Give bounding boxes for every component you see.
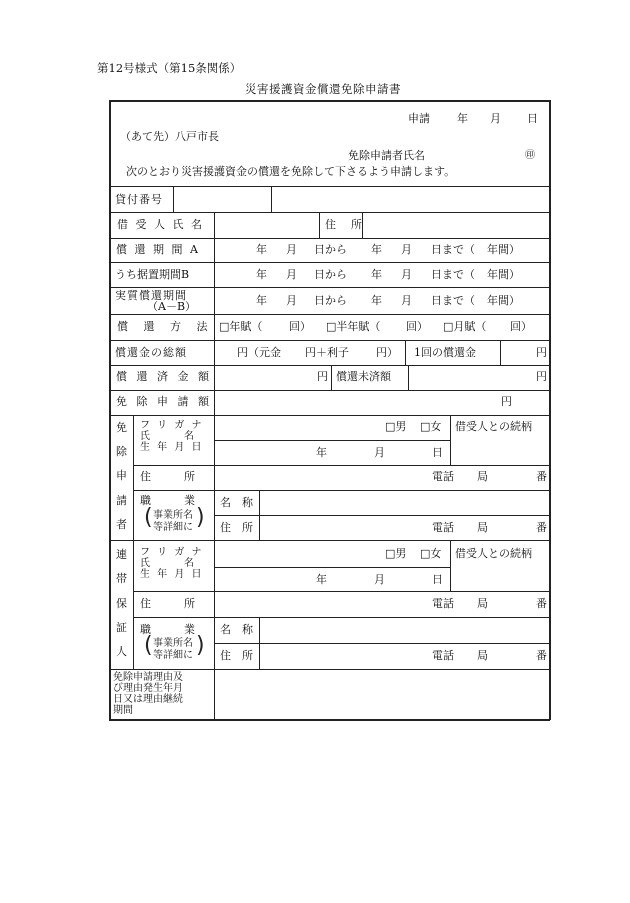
date-label-year: 年 <box>457 112 468 125</box>
borrower-name-label: 借 受 人 氏 名 <box>117 218 204 231</box>
date-label-apply: 申請 <box>408 112 430 125</box>
applicant-name-label: 免除申請者氏名 <box>348 149 425 162</box>
applicant-phone-number[interactable]: 番 <box>536 470 547 483</box>
application-statement: 次のとおり災害援護資金の償還を免除して下さるよう申請します。 <box>126 165 456 178</box>
guarantor-address-label: 住 所 <box>140 597 195 610</box>
applicant-biz-name-label: 名 称 <box>220 496 253 509</box>
guarantor-biz-phone-label: 電話 <box>432 649 454 662</box>
applicant-male-checkbox[interactable]: □男 <box>385 420 407 433</box>
grace-period-label: うち据置期間B <box>115 268 190 281</box>
loan-number-input[interactable] <box>175 188 270 211</box>
bracket-open-icon: ( <box>144 633 153 658</box>
guarantor-job-sub2: 等詳細に <box>153 650 193 661</box>
guarantor-job-sub1: 事業所名 <box>153 638 193 649</box>
applicant-phone-label: 電話 <box>432 470 454 483</box>
borrower-address-input[interactable] <box>364 214 547 236</box>
applicant-job-sub2: 等詳細に <box>153 522 193 533</box>
guarantor-phone-exchange[interactable]: 局 <box>477 597 488 610</box>
exempt-amount-label: 免 除 申 請 額 <box>116 395 212 408</box>
guarantor-biz-phone-number[interactable]: 番 <box>536 649 547 662</box>
applicant-biz-phone-label: 電話 <box>432 521 454 534</box>
repaid-label: 償 還 済 金 額 <box>116 370 212 383</box>
guarantor-birth-month[interactable]: 月 <box>374 573 385 586</box>
applicant-birth-label: 生 年 月 日 <box>140 442 204 453</box>
guarantor-birth-label: 生 年 月 日 <box>140 569 204 580</box>
total-principal[interactable]: 円（元金 <box>237 346 281 359</box>
applicant-birth-year[interactable]: 年 <box>316 446 327 459</box>
guarantor-birth-day[interactable]: 日 <box>432 573 443 586</box>
method-annual-checkbox[interactable]: □年賦（ <box>219 320 263 333</box>
method-monthly-checkbox[interactable]: □月賦（ <box>443 320 487 333</box>
installment-yen: 円 <box>536 346 547 359</box>
form-title: 災害援護資金償還免除申請書 <box>245 82 401 96</box>
borrower-address-label: 住 所 <box>325 218 364 231</box>
form-number: 第12号様式（第15条関係） <box>97 61 242 75</box>
bracket-close-icon: ) <box>196 633 205 658</box>
guarantor-male-checkbox[interactable]: □男 <box>385 547 407 560</box>
date-label-month: 月 <box>490 112 501 125</box>
actual-period-formula: （A－B） <box>147 300 197 313</box>
applicant-relation-label: 借受人との続柄 <box>455 420 532 433</box>
guarantor-biz-phone-exchange[interactable]: 局 <box>477 649 488 662</box>
method-annual-count: 回） <box>289 320 311 333</box>
applicant-address-label: 住 所 <box>140 470 195 483</box>
guarantor-biz-address-label: 住 所 <box>220 649 253 662</box>
bracket-open-icon: ( <box>144 505 153 530</box>
method-monthly-count: 回） <box>510 320 532 333</box>
method-label: 償 還 方 法 <box>117 320 214 333</box>
guarantor-biz-name-label: 名 称 <box>220 623 253 636</box>
date-label-day: 日 <box>527 112 538 125</box>
applicant-name-field-label: 氏 名 <box>140 431 195 442</box>
applicant-biz-phone-number[interactable]: 番 <box>536 521 547 534</box>
loan-number-label: 貸付番号 <box>115 193 163 206</box>
guarantor-job-label: 職 業 <box>140 623 195 636</box>
applicant-birth-month[interactable]: 月 <box>374 446 385 459</box>
guarantor-relation-label: 借受人との続柄 <box>455 547 532 560</box>
guarantor-furigana-label: フ リ ガ ナ <box>140 547 204 558</box>
guarantor-phone-number[interactable]: 番 <box>536 597 547 610</box>
applicant-biz-phone-exchange[interactable]: 局 <box>477 521 488 534</box>
seal-mark: ㊞ <box>525 150 535 161</box>
reason-input[interactable] <box>216 671 547 717</box>
applicant-birth-day[interactable]: 日 <box>432 446 443 459</box>
total-interest[interactable]: 円＋利子 <box>305 346 349 359</box>
bracket-close-icon: ) <box>196 505 205 530</box>
guarantor-birth-year[interactable]: 年 <box>316 573 327 586</box>
repaid-yen[interactable]: 円 <box>317 370 328 383</box>
applicant-phone-exchange[interactable]: 局 <box>477 470 488 483</box>
applicant-female-checkbox[interactable]: □女 <box>420 420 442 433</box>
applicant-job-sub1: 事業所名 <box>153 510 193 521</box>
exempt-amount-yen[interactable]: 円 <box>501 395 512 408</box>
method-semiannual-checkbox[interactable]: □半年賦（ <box>326 320 381 333</box>
applicant-job-label: 職 業 <box>140 494 195 507</box>
applicant-furigana-label: フ リ ガ ナ <box>140 420 204 431</box>
guarantor-female-checkbox[interactable]: □女 <box>420 547 442 560</box>
method-semiannual-count: 回） <box>406 320 428 333</box>
guarantor-name-field-label: 氏 名 <box>140 558 195 569</box>
applicant-biz-address-label: 住 所 <box>220 521 253 534</box>
unpaid-yen[interactable]: 円 <box>536 370 547 383</box>
actual-period-label: 実質償還期間 <box>115 289 187 302</box>
borrower-name-input[interactable] <box>216 214 317 236</box>
addressee: （あて先）八戸市長 <box>120 130 219 143</box>
installment-label: 1回の償還金 <box>414 346 476 359</box>
guarantor-phone-label: 電話 <box>432 597 454 610</box>
repay-period-label: 償 還 期 間 A <box>116 243 200 256</box>
unpaid-label: 償還未済額 <box>336 370 391 383</box>
total-label: 償還金の総額 <box>115 346 187 359</box>
total-close: 円） <box>376 346 398 359</box>
